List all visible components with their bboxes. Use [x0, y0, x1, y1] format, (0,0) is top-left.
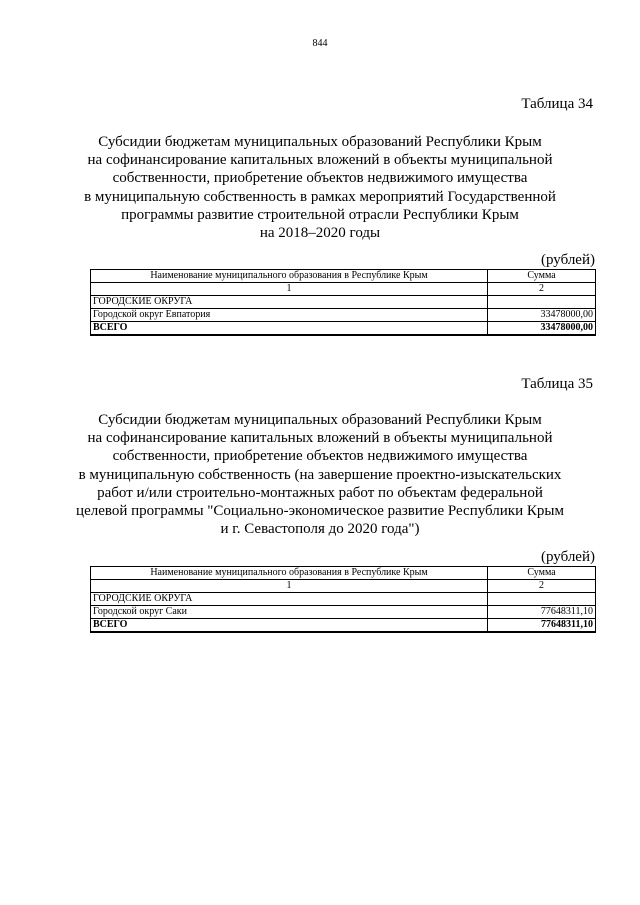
table-header-row — [91, 270, 596, 283]
title-line: на софинансирование капитальных вложений в объекты муниципальной — [87, 430, 553, 447]
table-row — [91, 606, 596, 619]
title-line: в муниципальную собственность (на завершение проектно-изыскательских — [78, 466, 562, 483]
table-34-label: Таблица 34 — [521, 96, 593, 112]
row-name: Городской округ Евпатория — [91, 309, 488, 322]
title-line: и г. Севастополя до 2020 года") — [220, 521, 420, 538]
title-line: Субсидии бюджетам муниципальных образований Республики Крым — [98, 412, 542, 428]
header-amount-cell: Сумма — [488, 567, 596, 580]
table-34-unit: (рублей) — [540, 252, 595, 268]
table-row — [91, 309, 596, 322]
table-34 — [90, 269, 596, 336]
title-line: собственности, приобретение объектов недвижимого имущества — [112, 170, 528, 187]
title-line: целевой программы "Социально-экономическое развитие Республики Крым — [76, 503, 564, 520]
section-label: ГОРОДСКИЕ ОКРУГА — [91, 593, 488, 606]
column-number-row — [91, 283, 596, 296]
title-line: работ и/или строительно-монтажных работ по объектам федеральной — [97, 484, 543, 501]
total-amount: 33478000,00 — [488, 322, 596, 336]
section-empty-cell — [488, 296, 596, 309]
total-row — [91, 619, 596, 633]
section-label: ГОРОДСКИЕ ОКРУГА — [91, 296, 488, 309]
header-name-cell: Наименование муниципального образования в Республике Крым — [91, 270, 488, 283]
col-number-1: 1 — [91, 580, 488, 593]
col-number-2: 2 — [488, 580, 596, 593]
total-label: ВСЕГО — [91, 619, 488, 633]
title-line: на софинансирование капитальных вложений в объекты муниципальной — [87, 152, 553, 169]
total-row — [91, 322, 596, 336]
column-number-row — [91, 580, 596, 593]
table-34-title — [70, 133, 570, 242]
title-line: программы развитие строительной отрасли Республики Крым — [121, 206, 519, 223]
header-name-cell: Наименование муниципального образования в Республике Крым — [91, 567, 488, 580]
table-35-label: Таблица 35 — [521, 376, 593, 392]
row-amount: 77648311,10 — [488, 606, 596, 619]
section-row — [91, 296, 596, 309]
header-amount-cell: Сумма — [488, 270, 596, 283]
row-name: Городской округ Саки — [91, 606, 488, 619]
title-line: на 2018–2020 годы — [259, 225, 381, 242]
col-number-1: 1 — [91, 283, 488, 296]
table-35-unit: (рублей) — [540, 549, 595, 565]
page-number: 844 — [312, 38, 328, 49]
section-row — [91, 593, 596, 606]
table-header-row — [91, 567, 596, 580]
total-label: ВСЕГО — [91, 322, 488, 336]
table-35 — [90, 566, 596, 633]
total-amount: 77648311,10 — [488, 619, 596, 633]
section-empty-cell — [488, 593, 596, 606]
col-number-2: 2 — [488, 283, 596, 296]
table-35-title — [70, 411, 570, 538]
title-line: Субсидии бюджетам муниципальных образований Республики Крым — [98, 134, 542, 150]
title-line: в муниципальную собственность в рамках мероприятий Государственной — [84, 188, 556, 205]
row-amount: 33478000,00 — [488, 309, 596, 322]
title-line: собственности, приобретение объектов недвижимого имущества — [112, 448, 528, 465]
